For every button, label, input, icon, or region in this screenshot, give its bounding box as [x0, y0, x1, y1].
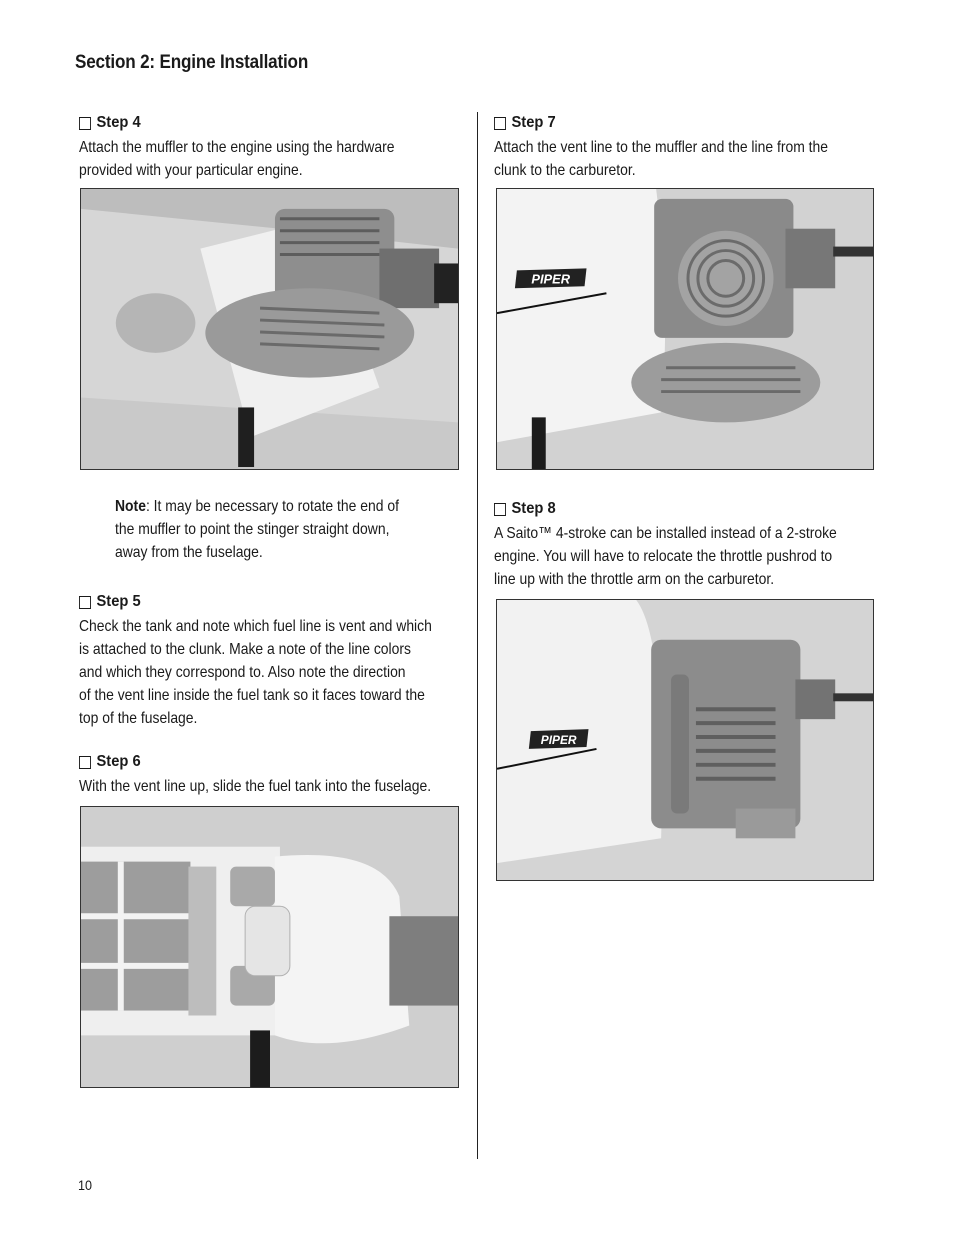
- note-label: Note: [115, 498, 146, 515]
- step-8-text: A Saito™ 4-stroke can be installed instead of a 2-stroke engine. You will have to relocate the throttle pushrod to line up with the throttle arm on the carburetor.: [494, 525, 837, 588]
- photo-vent-line: [496, 188, 874, 470]
- step-5-text: Check the tank and note which fuel line is vent and which is attached to the clunk. Make a note of the line colors and which they correspond to. Also note the direction of the vent line inside the fuel tank so it faces toward the top of the fuselage.: [79, 618, 432, 727]
- step-4-heading: [79, 112, 484, 134]
- piper-logo-2: PIPER: [540, 732, 577, 747]
- step-6: [79, 751, 519, 798]
- step-6-heading: [79, 751, 484, 773]
- step-8-checkbox[interactable]: [494, 503, 506, 516]
- step-8: [494, 498, 934, 591]
- page-number: 10: [78, 1177, 93, 1193]
- photo-muffler-attached: [80, 188, 459, 470]
- photo-saito-engine: [496, 599, 874, 881]
- step-7: [494, 112, 934, 182]
- photo-fuel-tank: [80, 806, 459, 1088]
- step-4-text: Attach the muffler to the engine using the hardware provided with your particular engine.: [79, 139, 395, 179]
- step-5: [79, 591, 519, 730]
- step-4-checkbox[interactable]: [79, 117, 91, 130]
- step-8-title: Step 8: [511, 500, 556, 517]
- piper-logo: PIPER: [531, 271, 571, 287]
- step-4-note: [115, 495, 428, 564]
- step-4-title: Step 4: [96, 114, 141, 131]
- step-6-title: Step 6: [96, 753, 141, 770]
- section-title: Section 2: Engine Installation: [75, 52, 309, 73]
- step-7-heading: [494, 112, 899, 134]
- step-5-title: Step 5: [96, 593, 141, 610]
- step-7-checkbox[interactable]: [494, 117, 506, 130]
- step-8-heading: [494, 498, 899, 520]
- note-text: : It may be necessary to rotate the end of the muffler to point the stinger straight down, away from the fuselage.: [115, 498, 399, 561]
- step-5-checkbox[interactable]: [79, 596, 91, 609]
- step-4: [79, 112, 519, 182]
- step-7-title: Step 7: [511, 114, 556, 131]
- step-7-text: Attach the vent line to the muffler and the line from the clunk to the carburetor.: [494, 139, 829, 179]
- step-5-heading: [79, 591, 484, 613]
- step-6-checkbox[interactable]: [79, 756, 91, 769]
- step-6-text: With the vent line up, slide the fuel tank into the fuselage.: [79, 778, 432, 795]
